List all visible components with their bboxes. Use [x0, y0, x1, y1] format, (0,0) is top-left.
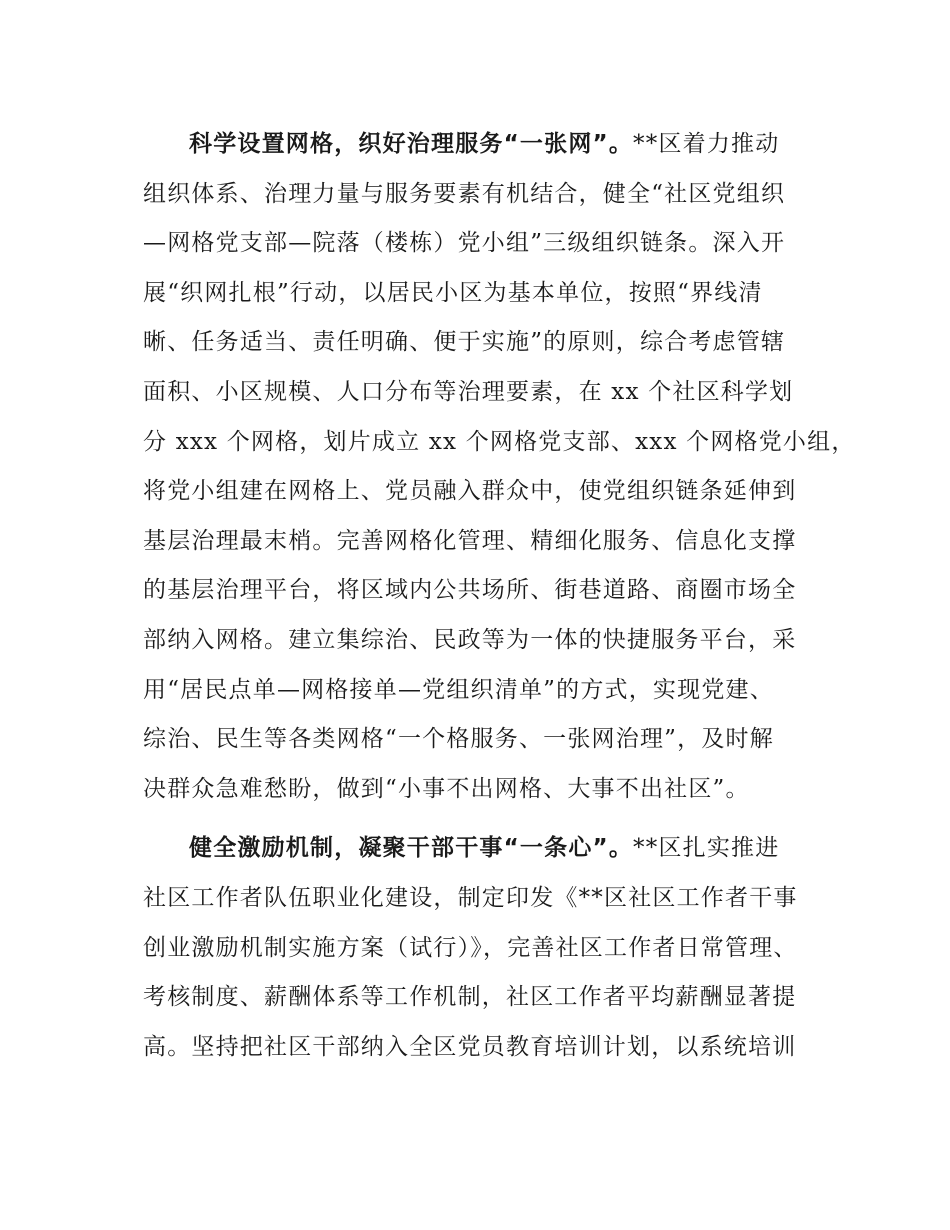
text-line: 面积、小区规模、人口分布等治理要素，在 xx 个社区科学划	[143, 378, 794, 405]
paragraph-incentive-mechanism	[143, 824, 823, 1072]
paragraph-first-line	[143, 824, 823, 874]
text-line: 考核制度、薪酬体系等工作机制，社区工作者平均薪酬显著提	[143, 984, 797, 1011]
text-line: 决群众急难愁盼，做到“小事不出网格、大事不出社区”。	[143, 775, 750, 802]
text-line: 社区工作者队伍职业化建设，制定印发《**区社区工作者干事	[143, 884, 798, 911]
text-line: 部纳入网格。建立集综治、民政等为一体的快捷服务平台，采	[143, 626, 797, 653]
paragraph-grid-network	[143, 120, 856, 814]
paragraph-first-line	[143, 120, 823, 170]
text-line: 基层治理最末梢。完善网格化管理、精细化服务、信息化支撑	[143, 527, 797, 554]
text-line: 的基层治理平台，将区域内公共场所、街巷道路、商圈市场全	[143, 577, 797, 604]
text-line: 高。坚持把社区干部纳入全区党员教育培训计划，以系统培训	[143, 1033, 797, 1060]
text-line: 分 xxx 个网格，划片成立 xx 个网格党支部、xxx 个网格党小组，	[143, 428, 856, 455]
paragraph-heading: 健全激励机制，凝聚干部干事“一条心”。	[189, 835, 634, 862]
paragraph-spacer	[143, 814, 823, 824]
text-line: 创业激励机制实施方案（试行）》，完善社区工作者日常管理、	[143, 934, 798, 961]
text-line: **区着力推动	[633, 131, 780, 157]
text-line: 晰、任务适当、责任明确、便于实施”的原则，综合考虑管辖	[143, 329, 786, 356]
text-line: 将党小组建在网格上、党员融入群众中，使党组织链条延伸到	[143, 478, 797, 505]
text-line: 组织体系、治理力量与服务要素有机结合，健全“社区党组织	[143, 180, 786, 207]
document-body	[143, 120, 856, 1072]
text-line: —网格党支部—院落（楼栋）党小组”三级组织链条。深入开	[143, 230, 786, 257]
paragraph-heading: 科学设置网格，织好治理服务“一张网”。	[189, 131, 634, 157]
text-line: **区扎实推进	[633, 835, 780, 862]
text-line: 用“居民点单—网格接单—党组织清单”的方式，实现党建、	[143, 676, 774, 703]
text-line: 展“织网扎根”行动，以居民小区为基本单位，按照“界线清	[143, 279, 763, 306]
text-line: 综治、民生等各类网格“一个格服务、一张网治理”，及时解	[143, 726, 774, 753]
